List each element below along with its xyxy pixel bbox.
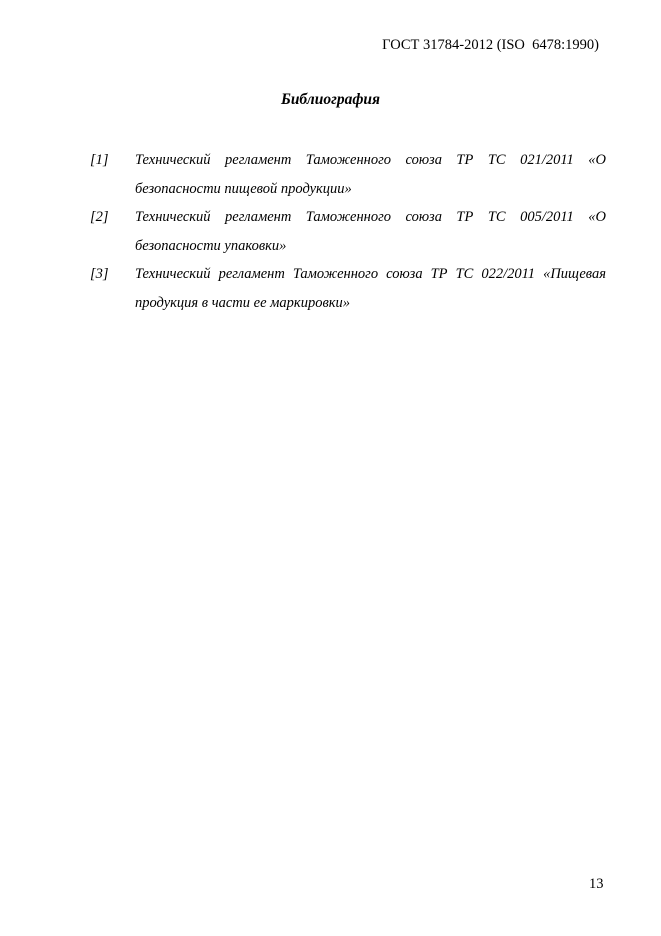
bibliography-entry: [90, 260, 608, 317]
entry-number: [2]: [90, 209, 109, 225]
entry-number: [3]: [90, 266, 109, 282]
entry-text: Технический регламент Таможенного союза ТР ТС 022/2011 «Пищевая продукция в части ее маркировки»: [135, 266, 606, 311]
document-header: ГОСТ 31784-2012 (ISO 6478:1990): [382, 37, 599, 53]
bibliography-entry: [90, 203, 608, 260]
section-title: Библиография: [280, 91, 381, 108]
page-number: 13: [589, 876, 604, 892]
entry-text: Технический регламент Таможенного союза ТР ТС 005/2011 «О безопасности упаковки»: [135, 209, 606, 254]
entry-text: Технический регламент Таможенного союза ТР ТС 021/2011 «О безопасности пищевой продукции»: [135, 152, 606, 197]
bibliography-entry: [90, 146, 608, 203]
bibliography-list: [90, 146, 608, 317]
entry-number: [1]: [90, 152, 109, 168]
